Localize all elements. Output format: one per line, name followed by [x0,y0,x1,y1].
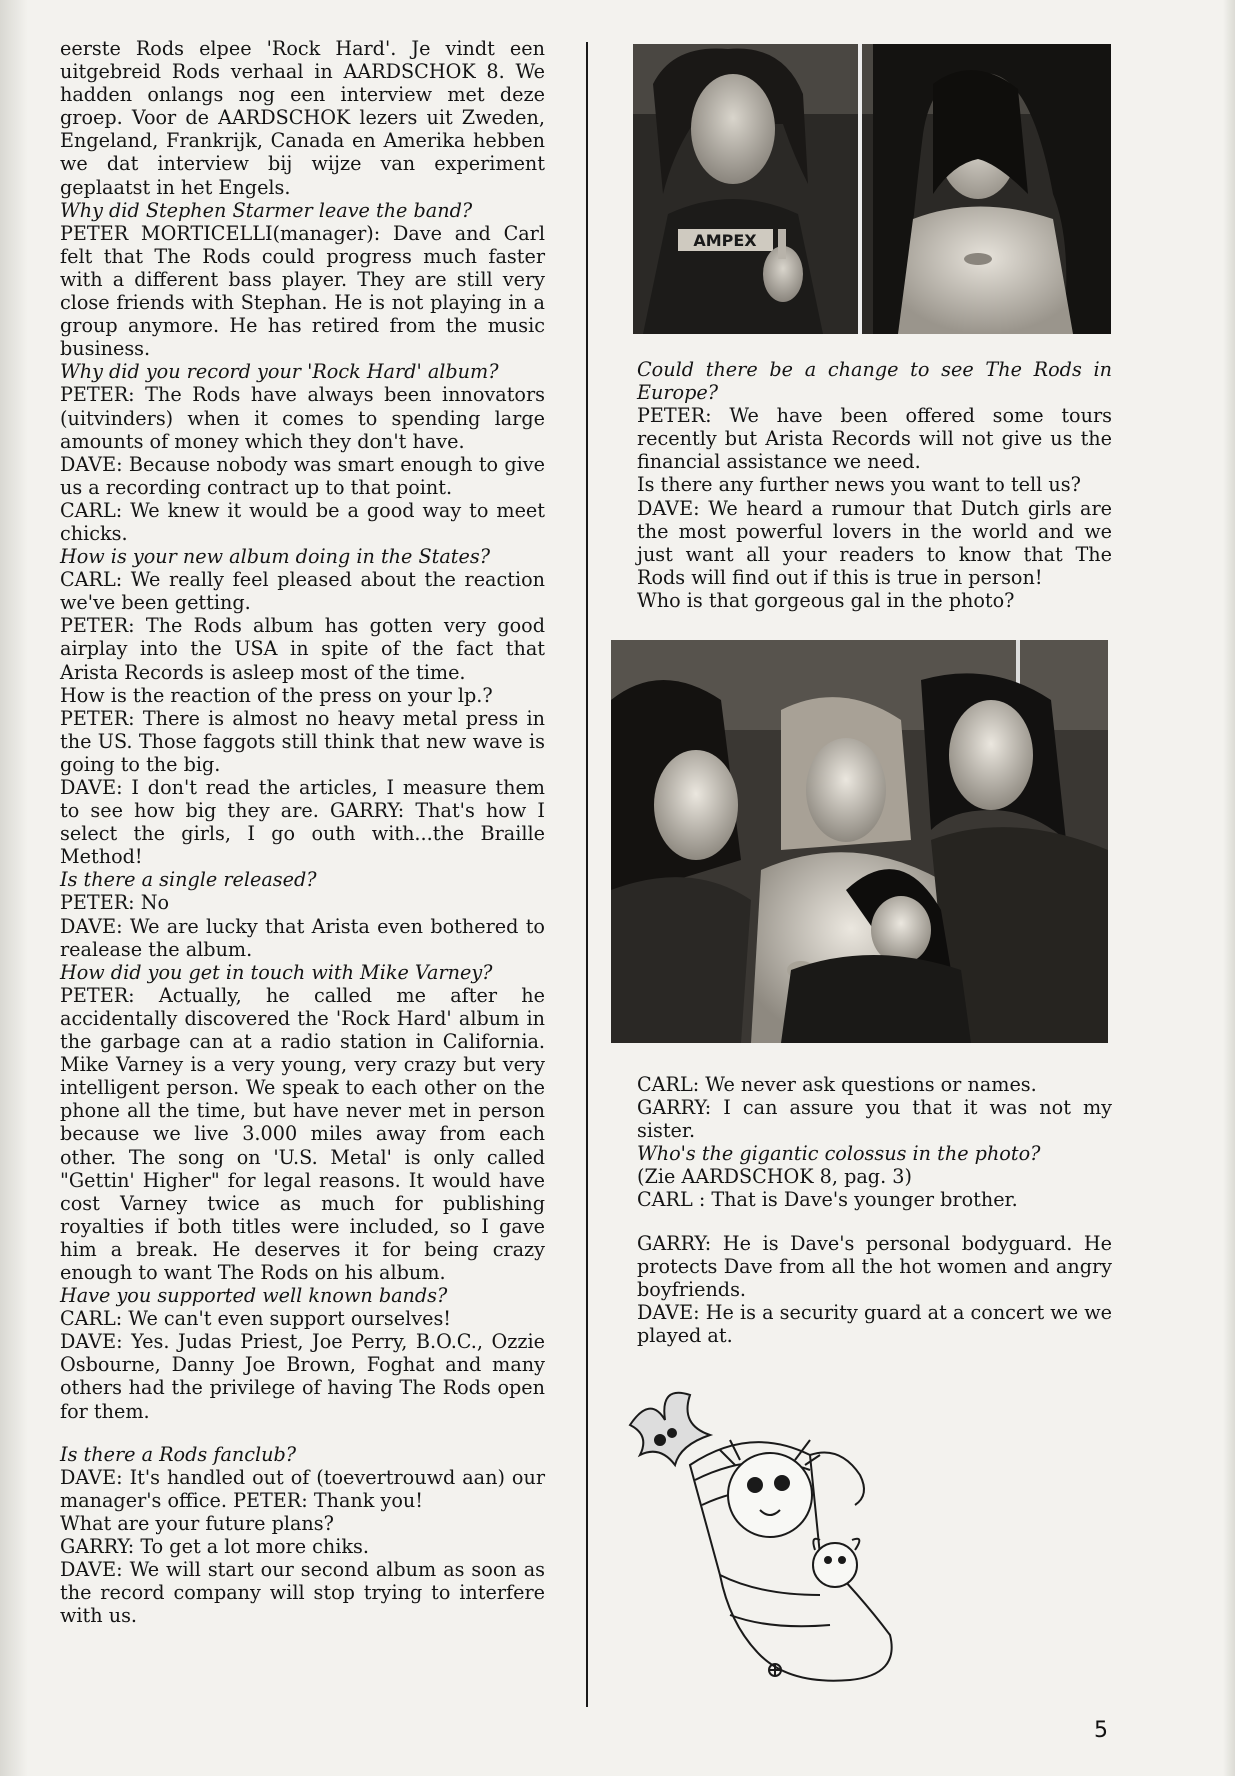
interview-paragraph: GARRY: He is Dave's personal bodyguard. He protects Dave from all the hot women and angry boyfriends. [637,1231,1112,1301]
interview-paragraph: DAVE: I don't read the articles, I measure them to see how big they are. GARRY: That's how I select the girls, I go outh with...the Braille Method! [60,776,545,869]
band-photo-top [633,44,1111,334]
interview-paragraph: PETER: The Rods have always been innovators (uitvinders) when it comes to spending large amounts of money which they don't have. [60,383,545,453]
shirt-logo-text: AMPEX [693,231,757,250]
interview-question: Why did you record your 'Rock Hard' album? [60,360,499,384]
interview-paragraph: PETER: The Rods album has gotten very good airplay into the USA in spite of the fact that Arista Records is asleep most of the time. [60,614,545,684]
interview-paragraph: DAVE: We heard a rumour that Dutch girls are the most powerful lovers in the world and we just want all your readers to know that The Rods will find out if this is true in person! [637,496,1112,589]
interview-paragraph: (Zie AARDSCHOK 8, pag. 3) [637,1165,912,1189]
interview-paragraph: GARRY: I can assure you that it was not my sister. [637,1096,1112,1143]
interview-question: Is there a single released? [60,868,317,892]
interview-paragraph: PETER: No [60,891,170,915]
page-edge-left [0,0,28,1776]
band-photo-group [611,640,1108,1043]
interview-paragraph: CARL: We really feel pleased about the reaction we've been getting. [60,568,545,615]
right-text-column-upper [637,358,1112,612]
interview-paragraph: Who is that gorgeous gal in the photo? [637,588,1015,612]
interview-paragraph: GARRY: To get a lot more chiks. [60,1535,369,1558]
interview-question: Could there be a change to see The Rods in Europe? [637,358,1112,405]
interview-question: Why did Stephen Starmer leave the band? [60,198,473,222]
interview-question: How did you get in touch with Mike Varney? [60,960,493,984]
interview-paragraph: CARL: We knew it would be a good way to meet chicks. [60,498,545,545]
interview-question: How is your new album doing in the States? [60,545,490,569]
page-number: 5 [1094,1718,1108,1743]
interview-paragraph: DAVE: He is a security guard at a concert we we played at. [637,1300,1112,1347]
interview-paragraph: What are your future plans? [60,1511,334,1535]
christmas-stocking-illustration [620,1365,955,1700]
interview-paragraph: CARL : That is Dave's younger brother. [637,1188,1018,1212]
interview-question: Have you supported well known bands? [60,1284,448,1308]
interview-paragraph: DAVE: It's handled out of (toevertrouwd aan) our manager's office. PETER: Thank you! [60,1465,545,1512]
interview-paragraph: PETER: There is almost no heavy metal press in the US. Those faggots still think that new wave is going to the big. [60,706,545,776]
interview-paragraph: DAVE: Because nobody was smart enough to give us a recording contract up to that point. [60,452,545,499]
interview-paragraph: How is the reaction of the press on your lp.? [60,683,493,707]
left-text-column [60,37,545,1627]
interview-paragraph: Is there any further news you want to tell us? [637,473,1081,497]
interview-paragraph: PETER: We have been offered some tours recently but Arista Records will not give us the financial assistance we need. [637,404,1112,474]
page-edge-right [1223,0,1235,1776]
interview-paragraph: PETER: Actually, he called me after he accidentally discovered the 'Rock Hard' album in the garbage can at a radio station in California. Mike Varney is a very young, very crazy but very intelligent person. We speak to each other on the phone all the time, but have never met in person because we live 3.000 miles away from each other. The song on 'U.S. Metal' is only called "Gettin' Higher" for legal reasons. It would have cost Varney twice as much for publishing royalties if both titles were included, so I gave him a break. He deserves it for being crazy enough to want The Rods on his album. [60,983,545,1284]
interview-paragraph: DAVE: Yes. Judas Priest, Joe Perry, B.O.C., Ozzie Osbourne, Danny Joe Brown, Foghat and many others had the privilege of having The Rods open for them. [60,1330,545,1423]
interview-question: Is there a Rods fanclub? [60,1442,297,1466]
right-text-column-lower [637,1073,1112,1347]
column-divider [586,42,588,1707]
interview-paragraph: PETER MORTICELLI(manager): Dave and Carl felt that The Rods could progress much faster with a different bass player. They are still very close friends with Stephan. He is not playing in a group anymore. He has retired from the music business. [60,221,545,361]
interview-paragraph: eerste Rods elpee 'Rock Hard'. Je vindt een uitgebreid Rods verhaal in AARDSCHOK 8. We hadden onlangs nog een interview met deze groep. Voor de AARDSCHOK lezers uit Zweden, Engeland, Frankrijk, Canada en Amerika hebben we dat interview bij wijze van experiment geplaatst in het Engels. [60,37,545,199]
interview-paragraph: DAVE: We are lucky that Arista even bothered to realease the album. [60,914,545,961]
interview-question: Who's the gigantic colossus in the photo? [637,1142,1041,1166]
interview-paragraph: CARL: We never ask questions or names. [637,1073,1037,1096]
interview-paragraph: CARL: We can't even support ourselves! [60,1307,452,1331]
interview-paragraph: DAVE: We will start our second album as soon as the record company will stop trying to interfere with us. [60,1558,545,1628]
